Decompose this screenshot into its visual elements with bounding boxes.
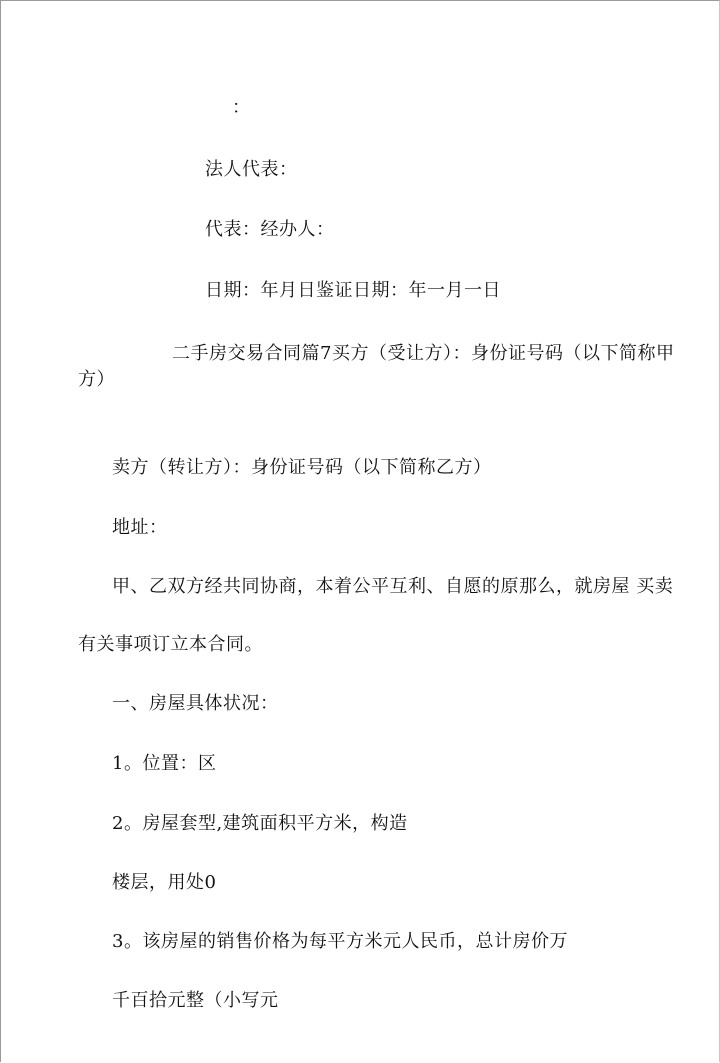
agent-line: 代表：经办人： [205,219,335,240]
legal-representative-line: 法人代表： [205,159,298,180]
section-one-heading: 一、房屋具体状况： [112,693,279,714]
price-amount-line: 千百拾元整（小写元 [112,990,279,1011]
address-line: 地址： [112,517,168,538]
item-house-type-line: 2。房屋套型,建筑面积平方米，构造 [112,813,408,834]
contract-title-buyer-line: 二手房交易合同篇7买方（受让方）：身份证号码（以下简称甲 [172,343,675,364]
colon-line: ： [232,97,251,118]
floor-usage-line: 楼层，用处0 [112,872,217,893]
buyer-continuation-line: 方） [78,369,115,390]
agreement-continuation-line: 有关事项订立本合同。 [78,634,263,655]
date-line: 日期：年月日鉴证日期：年一月一日 [205,280,501,301]
item-location-line: 1。位置：区 [112,753,217,774]
item-price-line: 3。该房屋的销售价格为每平方米元人民币，总计房价万 [112,931,568,952]
seller-line: 卖方（转让方）：身份证号码（以下简称乙方） [112,457,492,478]
agreement-paragraph-line: 甲、乙双方经共同协商，本着公平互利、自愿的原那么，就房屋 买卖 [112,576,674,597]
